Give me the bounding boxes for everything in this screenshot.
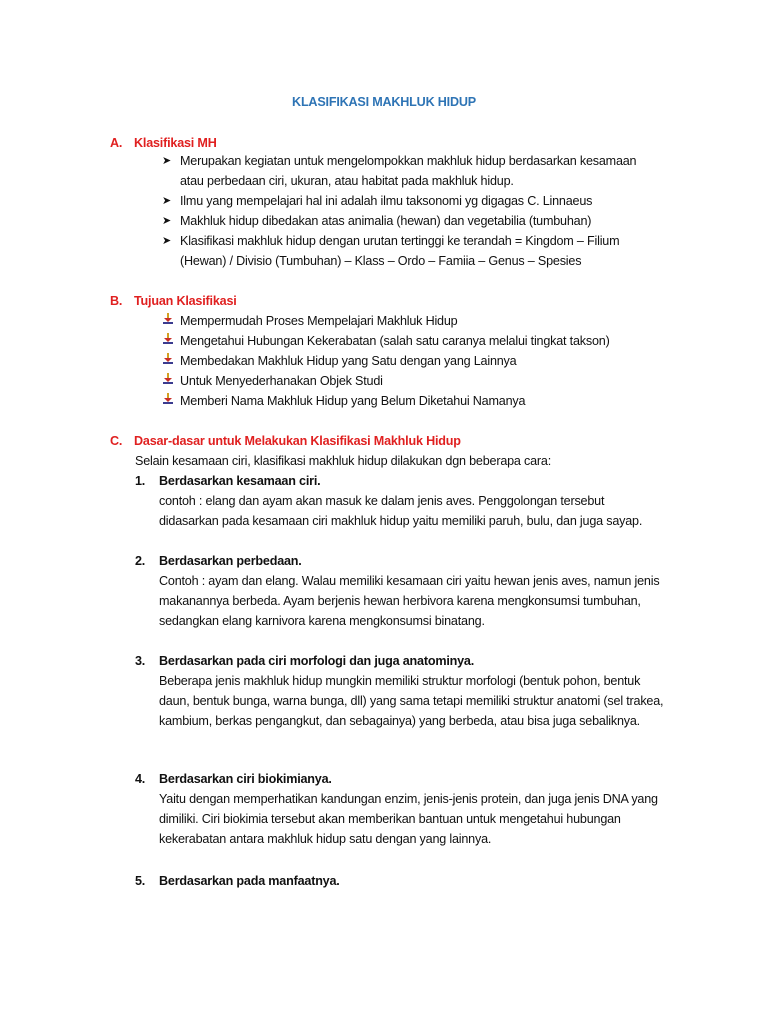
download-bullet-icon — [162, 391, 178, 411]
item-heading: Berdasarkan pada ciri morfologi dan juga anatominya. — [159, 654, 475, 668]
download-bullet-icon — [162, 351, 178, 371]
item-heading: Berdasarkan pada manfaatnya. — [159, 874, 340, 888]
section-c-heading — [110, 431, 461, 451]
item-heading: Berdasarkan ciri biokimianya. — [159, 772, 332, 786]
section-letter: B. — [110, 294, 123, 308]
item-text: contoh : elang dan ayam akan masuk ke dalam jenis aves. Penggolongan tersebut didasarkan pada kesamaan ciri makhluk hidup yaitu memiliki paruh, bulu, dan juga sayap. — [159, 494, 643, 528]
list-item-text: Mengetahui Hubungan Kekerabatan (salah satu caranya melalui tingkat takson) — [180, 334, 610, 348]
list-item — [162, 311, 662, 331]
numbered-item — [135, 471, 665, 531]
arrow-bullet-icon: ➤ — [162, 195, 172, 207]
item-text: Contoh : ayam dan elang. Walau memiliki kesamaan ciri yaitu hewan jenis aves, namun jenis makanannya berbeda. Ayam berjenis hewan herbivora karena mengkonsumsi tumbuhan, sedangkan elang karnivora karena mengkonsumsi binatang. — [159, 574, 660, 628]
section-intro: Selain kesamaan ciri, klasifikasi makhluk hidup dilakukan dgn beberapa cara: — [135, 454, 552, 468]
section-title: Tujuan Klasifikasi — [134, 294, 237, 308]
item-number: 2. — [135, 554, 146, 568]
list-item — [162, 351, 662, 371]
download-bullet-icon — [162, 331, 178, 351]
section-b-heading — [110, 291, 237, 311]
section-title: Klasifikasi MH — [134, 136, 217, 150]
list-item — [162, 151, 662, 191]
arrow-bullet-icon: ➤ — [162, 235, 172, 247]
section-title: Dasar-dasar untuk Melakukan Klasifikasi Makhluk Hidup — [134, 434, 461, 448]
list-item-text: Merupakan kegiatan untuk mengelompokkan makhluk hidup berdasarkan kesamaan atau perbedaan ciri, ukuran, atau habitat pada makhluk hidup. — [180, 154, 637, 188]
item-heading: Berdasarkan perbedaan. — [159, 554, 302, 568]
section-letter: C. — [110, 434, 123, 448]
list-item — [162, 331, 662, 351]
item-heading: Berdasarkan kesamaan ciri. — [159, 474, 321, 488]
item-text: Yaitu dengan memperhatikan kandungan enzim, jenis-jenis protein, dan juga jenis DNA yang dimiliki. Ciri biokimia tersebut akan memberikan bantuan untuk mengetahui hubungan kekerabatan antara makhluk hidup satu dengan yang lainnya. — [159, 792, 658, 846]
arrow-bullet-icon: ➤ — [162, 215, 172, 227]
item-number: 1. — [135, 474, 146, 488]
list-item-text: Memberi Nama Makhluk Hidup yang Belum Diketahui Namanya — [180, 394, 526, 408]
list-item-text: Mempermudah Proses Mempelajari Makhluk Hidup — [180, 314, 458, 328]
list-item — [162, 211, 662, 231]
list-item-text: Makhluk hidup dibedakan atas animalia (hewan) dan vegetabilia (tumbuhan) — [180, 214, 592, 228]
item-number: 3. — [135, 654, 146, 668]
item-number: 4. — [135, 772, 146, 786]
download-bullet-icon — [162, 371, 178, 391]
list-item-text: Ilmu yang mempelajari hal ini adalah ilmu taksonomi yg digagas C. Linnaeus — [180, 194, 593, 208]
list-item — [162, 191, 662, 211]
section-letter: A. — [110, 136, 123, 150]
numbered-item — [135, 769, 665, 849]
list-item — [162, 391, 662, 411]
list-item-text: Membedakan Makhluk Hidup yang Satu dengan yang Lainnya — [180, 354, 517, 368]
numbered-item — [135, 651, 665, 731]
document-title: KLASIFIKASI MAKHLUK HIDUP — [292, 95, 476, 109]
list-item — [162, 231, 662, 271]
section-a-heading — [110, 133, 217, 153]
list-item-text: Klasifikasi makhluk hidup dengan urutan tertinggi ke terandah = Kingdom – Filium (Hewan) / Divisio (Tumbuhan) – Klass – Ordo – Famiia – Genus – Spesies — [180, 234, 620, 268]
numbered-item — [135, 871, 665, 891]
download-bullet-icon — [162, 311, 178, 331]
numbered-item — [135, 551, 665, 631]
item-number: 5. — [135, 874, 146, 888]
item-text: Beberapa jenis makhluk hidup mungkin memiliki struktur morfologi (bentuk pohon, bentuk daun, bentuk bunga, warna bunga, dll) yang sama tetapi memiliki struktur anatomi (sel trakea, kambium, berkas pengangkut, dan sebagainya) yang berbeda, atau bisa juga sebaliknya. — [159, 674, 664, 728]
list-item — [162, 371, 662, 391]
list-item-text: Untuk Menyederhanakan Objek Studi — [180, 374, 383, 388]
arrow-bullet-icon: ➤ — [162, 155, 172, 167]
